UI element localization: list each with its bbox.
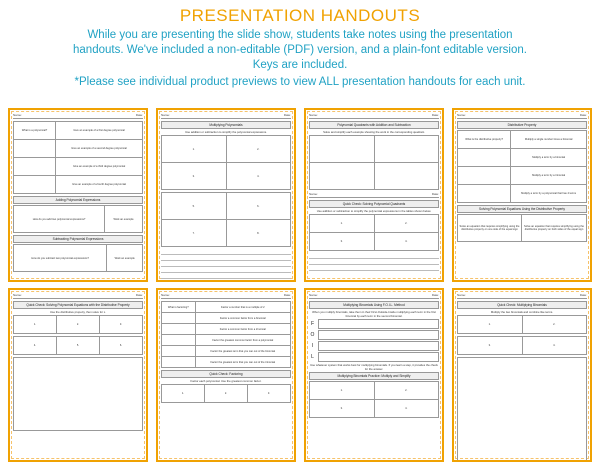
cell: Factor the greatest term that you can out of the trinomial xyxy=(195,357,290,368)
subtitle-line-2: handouts. We've included a non-editable (PDF) version, and a plain-font editable version. xyxy=(73,44,527,56)
sheet-header xyxy=(457,113,587,119)
cell: Factor the greatest term that you can out of the binomial xyxy=(195,346,290,357)
handout-thumbnail-grid xyxy=(8,108,592,462)
subtitle-line-3: Keys are included. xyxy=(252,59,348,71)
cell: Work an example xyxy=(105,206,143,233)
cell: Factor a number that is a multiple of 2 xyxy=(195,302,290,313)
foil-list xyxy=(309,319,439,362)
cell: 2. xyxy=(205,385,248,403)
cell: 2. xyxy=(374,382,439,400)
section-title: Multiplying Polynomials xyxy=(161,121,291,129)
date-label: Date: xyxy=(135,293,143,297)
name-label: Name: xyxy=(13,293,22,297)
cell: 3. xyxy=(458,337,523,355)
cell: Solve an equation that requires simplifying using the distributive property on one side of the equal sign xyxy=(458,215,522,242)
list-item xyxy=(309,319,439,329)
date-label: Date: xyxy=(431,113,439,117)
sheet-header xyxy=(457,293,587,299)
foil-letter: L xyxy=(311,354,314,360)
sheet-header xyxy=(13,113,143,119)
cell: Give an example of a third degree polynomial xyxy=(56,158,143,176)
cell: 6. xyxy=(226,193,291,220)
writing-lines xyxy=(309,253,439,271)
cell xyxy=(162,346,196,357)
foil-letter: I xyxy=(311,343,314,349)
instructions: Solve and simplify each example showing the work in the corresponding quadrant. xyxy=(323,130,425,134)
cell: 4. xyxy=(226,163,291,190)
sheet-header xyxy=(309,293,439,299)
cell: 8. xyxy=(226,220,291,247)
section-title: Quick Check: Factoring xyxy=(161,370,291,378)
cell xyxy=(162,324,196,335)
section-title: Subtracting Polynomial Expressions xyxy=(13,235,143,243)
date-label: Date: xyxy=(431,293,439,297)
date-label: Date: xyxy=(283,293,291,297)
section-title: Adding Polynomial Expressions xyxy=(13,196,143,204)
cell: Multiply a term by a trinomial xyxy=(511,167,587,185)
name-label: Name: xyxy=(457,113,466,117)
cell: Multiply a term by a polynomial that has 4 terms xyxy=(511,185,587,203)
cell: 4. xyxy=(374,400,439,418)
name-label: Name: xyxy=(309,192,318,196)
cell: 3. xyxy=(310,400,375,418)
list-item xyxy=(309,352,439,362)
list-item xyxy=(309,330,439,340)
cell: Work an example xyxy=(107,245,143,272)
handout-thumbnail[interactable] xyxy=(304,288,444,462)
foil-letter: F xyxy=(310,321,315,327)
cell: Multiply a term by a binomial xyxy=(511,149,587,167)
page-title: PRESENTATION HANDOUTS xyxy=(179,6,421,25)
name-label: Name: xyxy=(457,293,466,297)
handout-thumbnail[interactable] xyxy=(452,108,592,282)
foil-description xyxy=(318,330,439,340)
date-label: Date: xyxy=(135,113,143,117)
name-label: Name: xyxy=(309,113,318,117)
section-title: Solving Polynomial Equations Using the Distributive Property xyxy=(457,205,587,213)
cell: Factor a common factor from a trinomial xyxy=(195,324,290,335)
cell: 1. xyxy=(162,136,227,163)
cell: Give an example of a first degree polynomial xyxy=(56,122,143,140)
cell: What is a polynomial? xyxy=(14,122,56,140)
cell: 5. xyxy=(162,193,227,220)
cell: 3. xyxy=(310,233,375,251)
instructions: When you multiply binomials, take them in their First-Outside-Inside multiplying each term in the first binomial by each term in the second binomial. xyxy=(312,310,436,318)
cell xyxy=(310,163,375,190)
name-label: Name: xyxy=(161,113,170,117)
cell xyxy=(458,185,511,203)
cell xyxy=(162,313,196,324)
date-label: Date: xyxy=(431,192,439,196)
cell: 4. xyxy=(14,337,57,355)
section-title: Multiplying Binomials Using F.O.I.L. Method xyxy=(309,301,439,309)
sheet-header xyxy=(13,293,143,299)
foil-letter: O xyxy=(310,332,315,338)
cell: 4. xyxy=(374,233,439,251)
cell: 2. xyxy=(374,215,439,233)
cell xyxy=(14,158,56,176)
section-title: Distributive Property xyxy=(457,121,587,129)
instructions: Multiply the two binomials and combine like terms. xyxy=(490,310,554,314)
list-item xyxy=(309,341,439,351)
cell: 6. xyxy=(100,337,143,355)
subtitle-line-1: While you are presenting the slide show, students take notes using the presentation xyxy=(87,29,513,41)
instructions: Use addition or subtraction to simplify the polynomial expressions in the tables shown below. xyxy=(316,209,432,213)
cell: 3. xyxy=(100,316,143,334)
cell xyxy=(162,357,196,368)
cell: Give an example of a fourth degree polynomial xyxy=(56,176,143,194)
handout-thumbnail[interactable] xyxy=(8,288,148,462)
instructions: Factor each polynomial. Use the greatest common factor. xyxy=(190,379,262,383)
cell: 3. xyxy=(248,385,291,403)
cell: Solve an equation that requires simplifying using the distributive property on both sides of the equal sign xyxy=(522,215,587,242)
footnote: Use whatever system that works best for multiplying binomials. If you learn a step, it provides the check for the answer. xyxy=(310,363,438,371)
section-title: Quick Check: Solving Polynomial Equations with the Distributive Property xyxy=(13,301,143,309)
sheet-subheader xyxy=(309,192,439,198)
name-label: Name: xyxy=(161,293,170,297)
section-title: Multiplying Binomials Practice: Multiply and Simplify xyxy=(309,372,439,380)
instructions: Use addition or subtraction to simplify the polynomial expressions. xyxy=(185,130,267,134)
cell xyxy=(374,163,439,190)
name-label: Name: xyxy=(13,113,22,117)
cell: 5. xyxy=(57,337,100,355)
cell: Factor the greatest common factor from a polynomial xyxy=(195,335,290,346)
section-title: Polynomial Quadrants with Addition and Subtraction xyxy=(309,121,439,129)
date-label: Date: xyxy=(579,113,587,117)
foil-description xyxy=(318,341,439,351)
cell: How do you subtract two polynomial expressions? xyxy=(14,245,107,272)
section-title: Quick Check: Solving Polynomial Quadrants xyxy=(309,200,439,208)
preview-note: *Please see individual product previews to view ALL presentation handouts for each unit. xyxy=(74,76,526,88)
work-area xyxy=(13,357,143,431)
cell: Give an example of a second degree polynomial xyxy=(56,140,143,158)
date-label: Date: xyxy=(283,113,291,117)
cell: Multiply a single number times a binomial xyxy=(511,131,587,149)
cell xyxy=(374,136,439,163)
cell: 1. xyxy=(310,382,375,400)
handout-thumbnail[interactable] xyxy=(304,108,444,282)
writing-lines xyxy=(161,249,291,282)
work-area xyxy=(457,357,587,461)
sheet-header xyxy=(309,113,439,119)
cell xyxy=(458,149,511,167)
cell xyxy=(458,167,511,185)
presentation-handouts-page xyxy=(0,6,600,470)
cell: 1. xyxy=(14,316,57,334)
cell xyxy=(14,176,56,194)
date-label: Date: xyxy=(579,293,587,297)
cell: 2. xyxy=(522,316,587,334)
sheet-header xyxy=(161,113,291,119)
instructions: Use the distributive property, then solve for x. xyxy=(50,310,106,314)
handout-thumbnail[interactable] xyxy=(156,288,296,462)
foil-description xyxy=(318,319,439,329)
cell: 7. xyxy=(162,220,227,247)
foil-description xyxy=(318,352,439,362)
cell: What is factoring? xyxy=(162,302,196,313)
cell xyxy=(162,335,196,346)
cell: 2. xyxy=(57,316,100,334)
cell: 1. xyxy=(310,215,375,233)
cell: 1. xyxy=(162,385,205,403)
cell: What is the distributive property? xyxy=(458,131,511,149)
cell: 4. xyxy=(522,337,587,355)
handout-thumbnail[interactable] xyxy=(156,108,296,282)
cell: 1. xyxy=(458,316,523,334)
handout-thumbnail[interactable] xyxy=(452,288,592,462)
name-label: Name: xyxy=(309,293,318,297)
cell: 3. xyxy=(162,163,227,190)
handout-thumbnail[interactable] xyxy=(8,108,148,282)
sheet-header xyxy=(161,293,291,299)
cell: 2. xyxy=(226,136,291,163)
cell: Factor a common factor from a binomial xyxy=(195,313,290,324)
section-title: Quick Check: Multiplying Binomials xyxy=(457,301,587,309)
cell xyxy=(310,136,375,163)
cell: How do you add two polynomial expressions? xyxy=(14,206,105,233)
cell xyxy=(14,140,56,158)
